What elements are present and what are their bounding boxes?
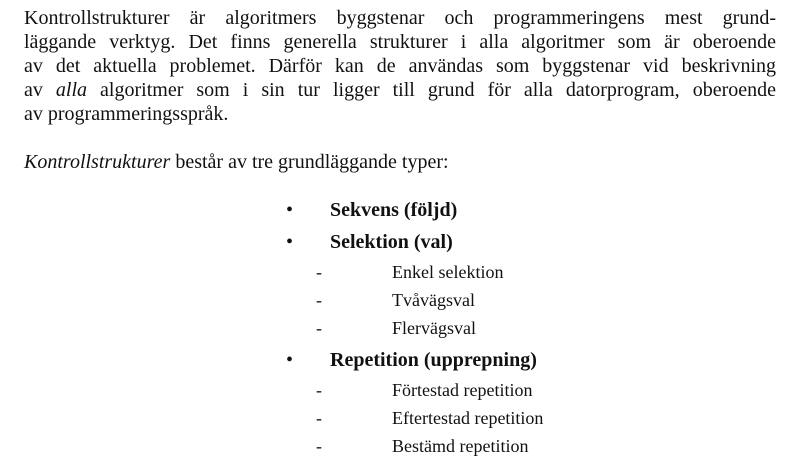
intro-line-4-prefix: av [24, 79, 56, 101]
intro-line-5: av programmeringsspråk. [24, 103, 229, 125]
bullet-icon: • [286, 349, 294, 371]
dash-icon: - [316, 380, 322, 400]
bullet-icon: • [286, 231, 294, 253]
list-item-sekvens: Sekvens (följd) [330, 199, 458, 221]
emphasis-alla: alla [55, 79, 88, 101]
intro-paragraph [24, 6, 776, 126]
intro-line-1: Kontrollstrukturer är algoritmers byggstenar och programmeringens mest grund- [24, 7, 776, 29]
intro-line-2: läggande verktyg. Det finns generella strukturer i alla algoritmer som är oberoende [24, 31, 776, 53]
subitem-eftertestad-repetition: Eftertestad repetition [392, 408, 544, 428]
dash-icon: - [316, 436, 322, 456]
subitem-fortestad-repetition: Förtestad repetition [392, 380, 533, 400]
subitem-flervagsval: Flervägsval [392, 318, 476, 338]
types-intro-rest: består av tre grundläggande typer: [170, 151, 449, 173]
bullet-icon: • [286, 199, 294, 221]
types-intro [24, 150, 776, 174]
list-item-repetition: Repetition (upprepning) [330, 349, 537, 371]
subitem-tvavagsval: Tvåvägsval [392, 290, 475, 310]
emphasis-kontrollstrukturer: Kontrollstrukturer [24, 151, 171, 173]
dash-icon: - [316, 262, 322, 282]
dash-icon: - [316, 290, 322, 310]
intro-line-4 [24, 78, 776, 102]
subitem-bestamd-repetition: Bestämd repetition [392, 436, 529, 456]
dash-icon: - [316, 408, 322, 428]
intro-line-3: av det aktuella problemet. Därför kan de användas som byggstenar vid beskrivning [24, 55, 776, 77]
dash-icon: - [316, 318, 322, 338]
intro-line-4-rest: algoritmer som i sin tur ligger till grund för alla datorprogram, oberoende [87, 79, 776, 101]
list-item-selektion: Selektion (val) [330, 231, 453, 253]
subitem-enkel-selektion: Enkel selektion [392, 262, 504, 282]
